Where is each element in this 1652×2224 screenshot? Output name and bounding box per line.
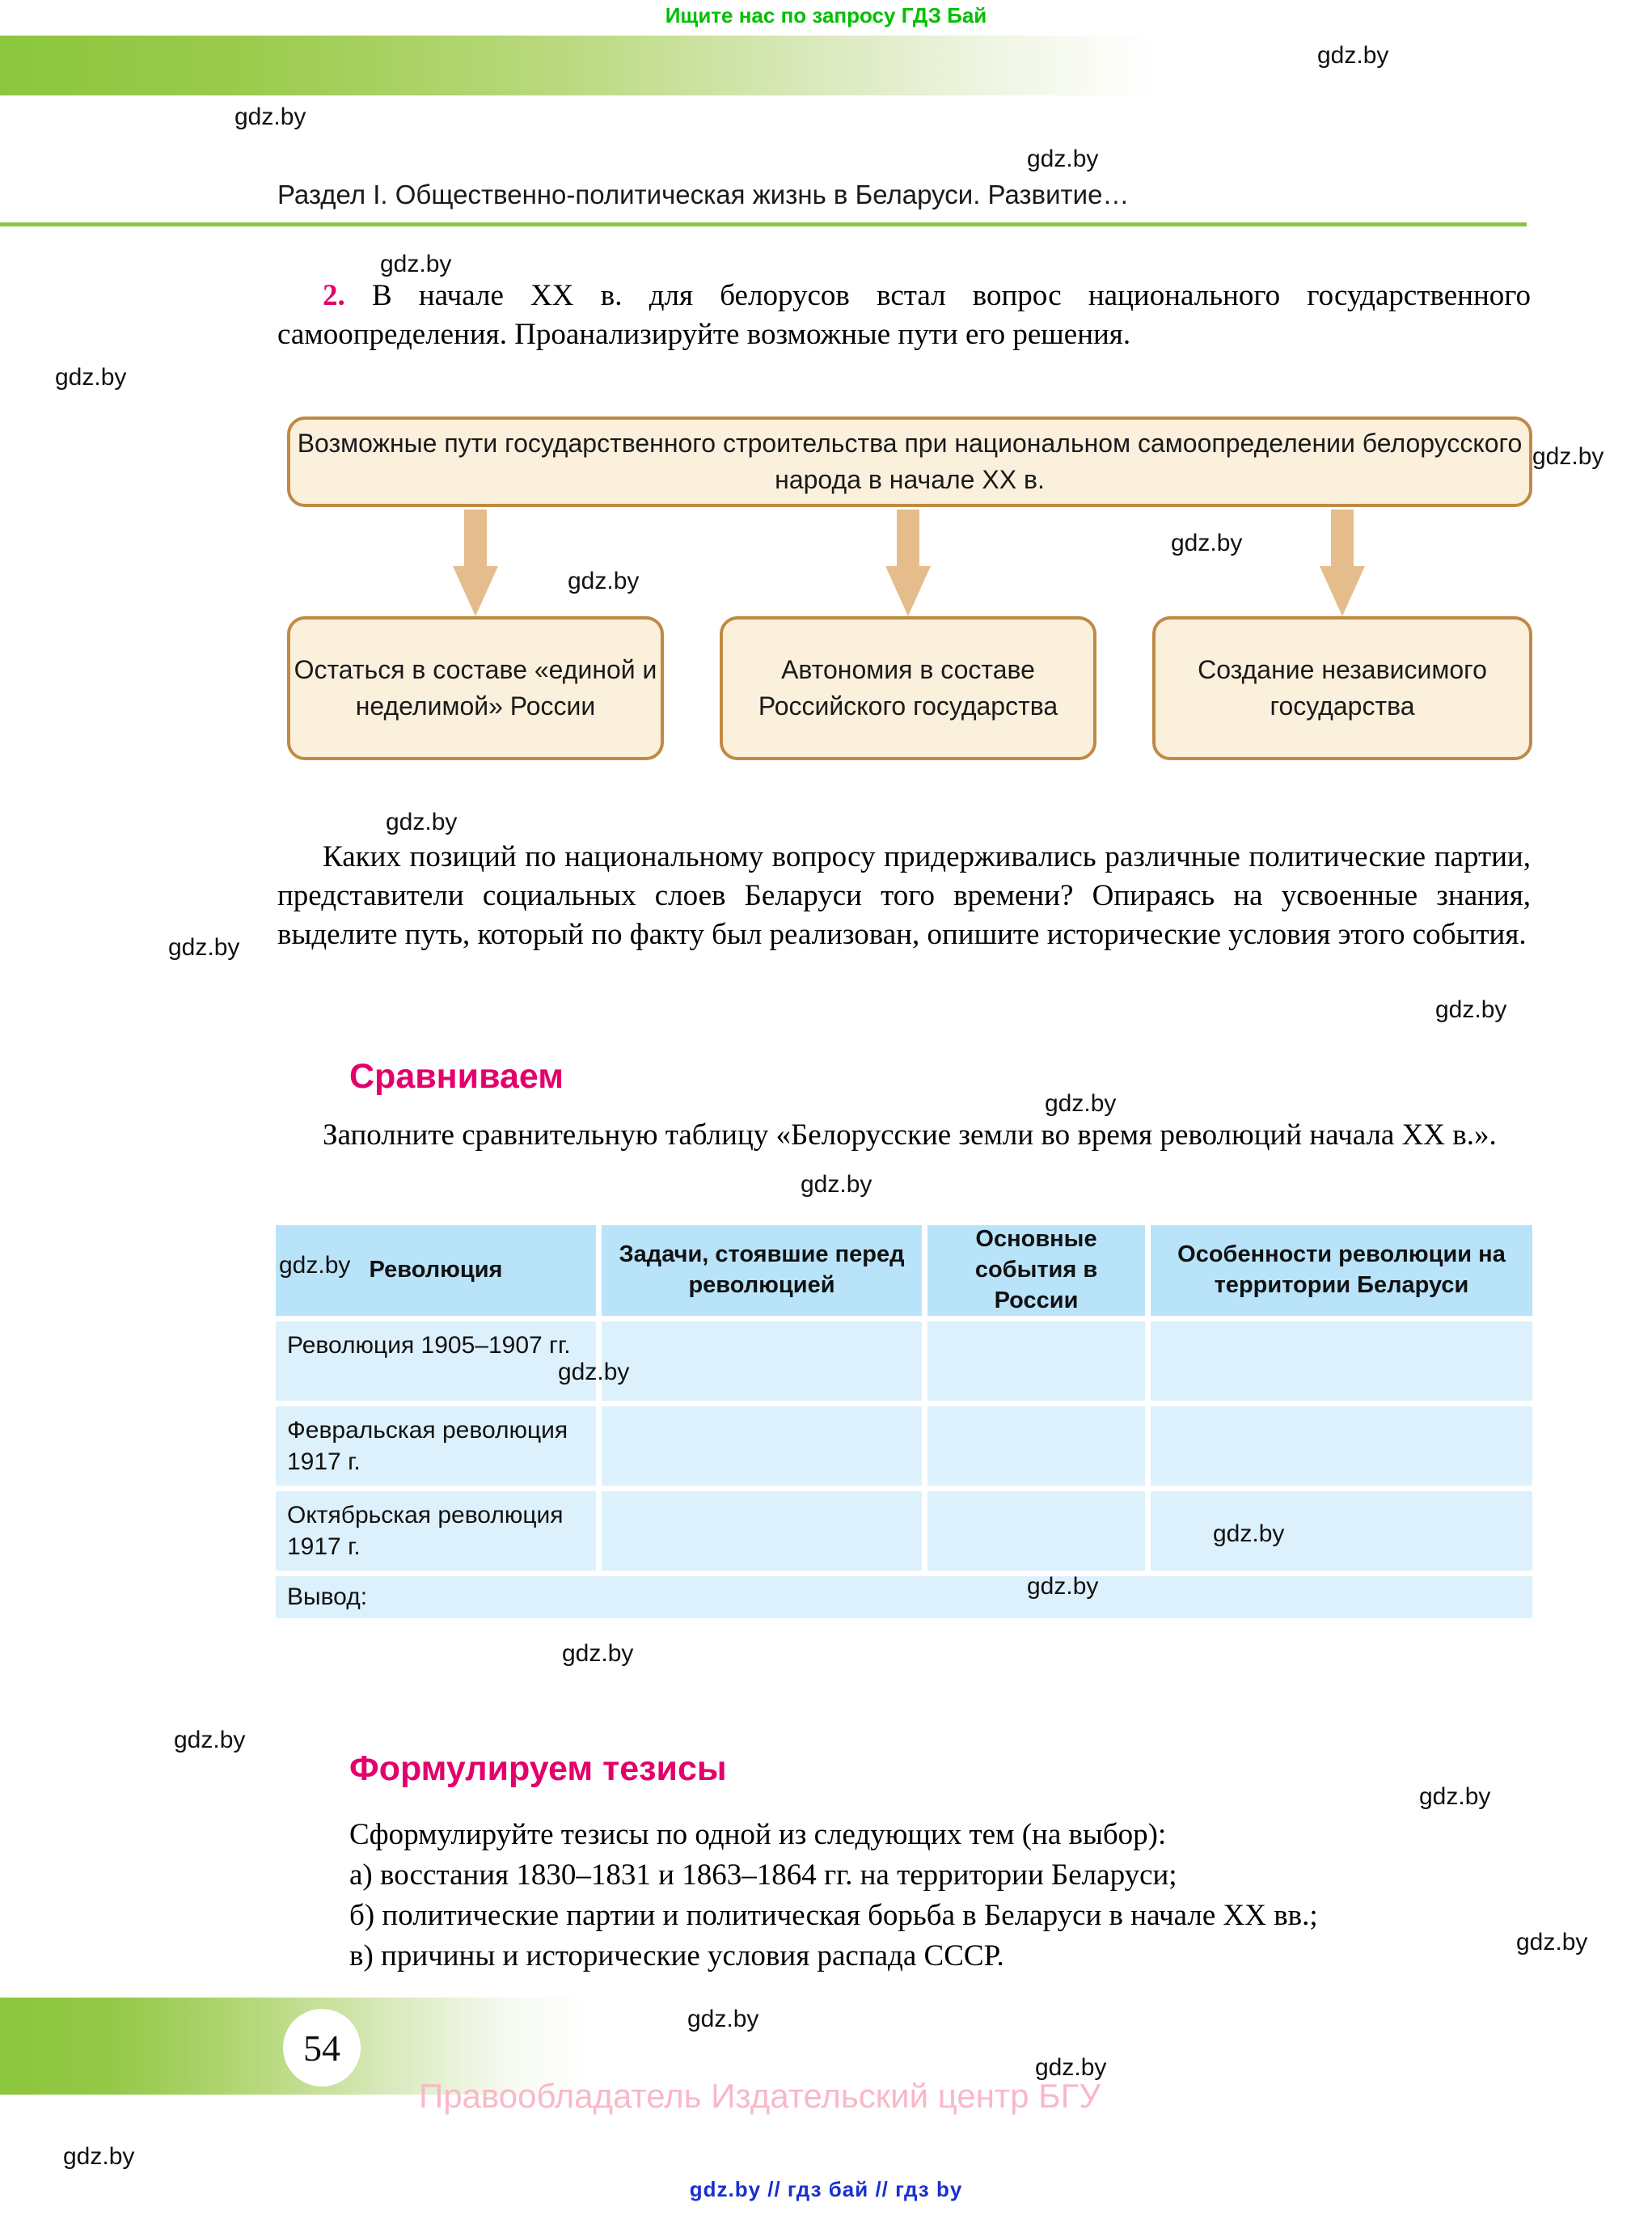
table-cell-tasks[interactable]	[602, 1491, 922, 1571]
section-heading-theses: Формулируем тезисы	[349, 1749, 727, 1788]
gdz-watermark: gdz.by	[687, 2006, 759, 2032]
gdz-watermark: gdz.by	[1532, 443, 1604, 470]
table-row	[276, 1406, 1532, 1486]
comparison-table	[276, 1225, 1532, 1624]
table-header-cell-revolution: Революция	[276, 1225, 596, 1316]
gdz-watermark: gdz.by	[568, 568, 640, 594]
table-header-cell-features: Особенности революции на территории Беларуси	[1151, 1225, 1532, 1316]
gdz-watermark: gdz.by	[279, 1252, 351, 1279]
gdz-watermark: gdz.by	[1213, 1520, 1285, 1547]
gdz-watermark: gdz.by	[234, 104, 306, 130]
header-divider-rule	[0, 222, 1527, 226]
diagram-option-text-2: Автономия в составе Российского государства	[758, 654, 1058, 721]
gdz-watermark: gdz.by	[1171, 530, 1243, 556]
table-cell-row-label: Революция 1905–1907 гг.	[276, 1321, 596, 1401]
gdz-watermark: gdz.by	[801, 1171, 872, 1198]
gdz-watermark: gdz.by	[168, 934, 240, 961]
diagram-option-text-3: Создание независимого государства	[1198, 654, 1487, 721]
compare-intro-paragraph: Заполните сравнительную таблицу «Белорусские земли во время революций начала XX в.».	[323, 1118, 1497, 1152]
diagram-title-text: Возможные пути государственного строительства при национальном самоопределении белорусского народа в начале XX в.	[297, 428, 1523, 494]
gdz-watermark: gdz.by	[1027, 1573, 1099, 1600]
table-row	[276, 1321, 1532, 1401]
theses-intro: Сформулируйте тезисы по одной из следующих тем (на выбор):	[349, 1818, 1167, 1851]
top-banner-watermark: Ищите нас по запросу ГДЗ Бай	[665, 3, 987, 27]
diagram-option-text-1: Остаться в составе «единой и неделимой» России	[294, 654, 657, 721]
theses-item-v: в) причины и исторические условия распада СССР.	[349, 1939, 1004, 1972]
table-header-cell-tasks: Задачи, стоявшие перед революцией	[602, 1225, 922, 1316]
gdz-watermark: gdz.by	[1419, 1783, 1491, 1810]
task-2-text: В начале XX в. для белорусов встал вопрос национального государственного самоопределения. Проанализируйте возможные пути его решения.	[277, 279, 1532, 352]
table-cell-features[interactable]	[1151, 1491, 1532, 1571]
diagram-option-box-3	[1152, 616, 1532, 760]
header-green-band	[0, 36, 1156, 95]
gdz-watermark: gdz.by	[1435, 996, 1507, 1023]
footer-links-watermark: gdz.by // гдз бай // гдз by	[689, 2177, 963, 2201]
gdz-watermark: gdz.by	[1035, 2054, 1107, 2081]
gdz-watermark: gdz.by	[1027, 146, 1099, 172]
theses-item-b: б) политические партии и политическая борьба в Беларуси в начале XX вв.;	[349, 1899, 1318, 1932]
table-cell-events[interactable]	[927, 1321, 1145, 1401]
table-cell-events[interactable]	[927, 1491, 1145, 1571]
table-cell-row-label: Февральская революция 1917 г.	[276, 1406, 596, 1486]
table-cell-row-label: Октябрьская революция 1917 г.	[276, 1491, 596, 1571]
table-cell-features[interactable]	[1151, 1406, 1532, 1486]
gdz-watermark: gdz.by	[55, 364, 127, 391]
section-heading-compare: Сравниваем	[349, 1057, 564, 1096]
down-arrow-icon-1	[453, 509, 498, 616]
gdz-watermark: gdz.by	[1516, 1929, 1588, 1956]
theses-item-a: а) восстания 1830–1831 и 1863–1864 гг. на территории Беларуси;	[349, 1858, 1177, 1892]
down-arrow-icon-3	[1320, 509, 1365, 616]
page-header-title: Раздел I. Общественно-политическая жизнь в Беларуси. Развитие…	[277, 180, 1130, 209]
gdz-watermark: gdz.by	[1045, 1090, 1117, 1117]
gdz-watermark: gdz.by	[380, 251, 452, 277]
gdz-watermark: gdz.by	[562, 1640, 634, 1667]
gdz-watermark: gdz.by	[174, 1727, 246, 1753]
table-header-row	[276, 1225, 1532, 1316]
table-header-cell-events: Основные события в России	[927, 1225, 1145, 1316]
table-cell-events[interactable]	[927, 1406, 1145, 1486]
gdz-watermark: gdz.by	[1317, 42, 1389, 69]
task-2-number: 2.	[323, 279, 345, 312]
down-arrow-icon-2	[885, 509, 931, 616]
gdz-watermark: gdz.by	[63, 2143, 135, 2170]
task-2-paragraph	[277, 277, 1531, 354]
table-cell-tasks[interactable]	[602, 1321, 922, 1401]
table-conclusion-label[interactable]: Вывод:	[276, 1576, 1532, 1618]
table-row	[276, 1491, 1532, 1571]
publisher-watermark: Правообладатель Издательский центр БГУ	[419, 2077, 1101, 2115]
question-paragraph: Каких позиций по национальному вопросу придерживались различные политические партии, представители социальных слоев Беларуси того времени? Опираясь на усвоенные знания, выделите путь, который по факту был реализован, опишите исторические условия этого события.	[277, 840, 1531, 952]
table-conclusion-row	[276, 1576, 1532, 1618]
gdz-watermark: gdz.by	[558, 1359, 630, 1385]
diagram-title-box	[287, 416, 1532, 507]
gdz-watermark: gdz.by	[386, 809, 458, 835]
diagram-option-box-1	[287, 616, 664, 760]
page-number-badge: 54	[283, 2009, 361, 2087]
diagram-option-box-2	[720, 616, 1096, 760]
table-cell-features[interactable]	[1151, 1321, 1532, 1401]
table-cell-tasks[interactable]	[602, 1406, 922, 1486]
